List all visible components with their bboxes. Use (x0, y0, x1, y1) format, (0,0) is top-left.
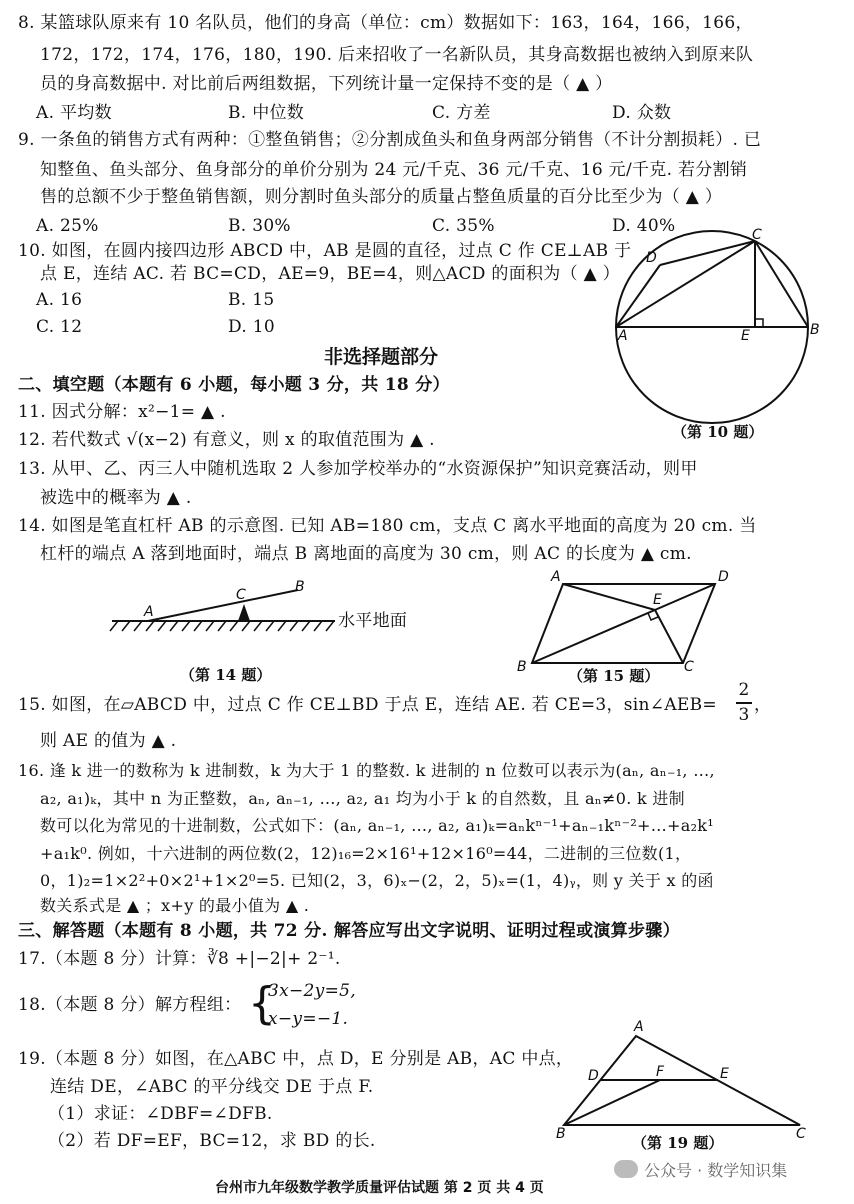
q18-equation-2: x−y=−1. (268, 1009, 349, 1029)
q9-line3: 售的总额不少于整鱼销售额，则分割时鱼头部分的质量占整鱼质量的百分比至少为（ ▲ ） (40, 187, 723, 207)
q19-sub2: （2）若 DF=EF，BC=12，求 BD 的长. (48, 1131, 376, 1151)
q9-option-a: A. 25% (36, 216, 99, 236)
q16-line1: 16. 逢 k 进一的数称为 k 进制数，k 为大于 1 的整数. k 进制的 n 位数可以表示为(aₙ, aₙ₋₁, …, (18, 761, 715, 780)
fig10-dc (660, 241, 755, 265)
fig19-label-a: A (634, 1019, 644, 1035)
q9-option-d: D. 40% (612, 216, 676, 236)
q15-line1-end: ， (754, 695, 772, 715)
fig19-label-c: C (796, 1126, 806, 1142)
q17: 17.（本题 8 分）计算：∛8 +|−2|+ 2⁻¹. (18, 949, 341, 969)
fig10-label-a: A (618, 328, 628, 344)
fig10-right-angle (755, 319, 763, 327)
fig10-cb (755, 241, 808, 327)
fig19-label-d: D (588, 1068, 599, 1084)
fig14-ground-label: 水平地面 (338, 611, 408, 631)
q10-option-a: A. 16 (36, 290, 83, 310)
solve-header: 三、解答题（本题有 8 小题，共 72 分. 解答应写出文字说明、证明过程或演算步骤） (18, 921, 680, 941)
fig15-label-d: D (718, 569, 729, 585)
fig10-label-c: C (752, 227, 762, 243)
fig10-label-b: B (810, 322, 820, 338)
q10-line2: 点 E，连结 AC. 若 BC=CD，AE=9，BE=4，则△ACD 的面积为（ ▲ ） (40, 264, 620, 284)
q19-line2: 连结 DE，∠ABC 的平分线交 DE 于点 F. (50, 1077, 374, 1097)
q10-line1: 10. 如图，在圆内接四边形 ABCD 中，AB 是圆的直径，过点 C 作 CE⊥AB 于 (18, 241, 632, 261)
section-title: 非选择题部分 (324, 346, 439, 368)
q16-line3: 数可以化为常见的十进制数，公式如下：(aₙ, aₙ₋₁, …, a₂, a₁)ₖ=aₙkⁿ⁻¹+aₙ₋₁kⁿ⁻²+…+a₂k¹ (40, 816, 715, 835)
q9-option-c: C. 35% (432, 216, 495, 236)
q16-line2: a₂, a₁)ₖ，其中 n 为正整数，aₙ, aₙ₋₁, …, a₂, a₁ 均为小于 k 的自然数，且 aₙ≠0. k 进制 (40, 789, 685, 808)
q14-line1: 14. 如图是笔直杠杆 AB 的示意图. 已知 AB=180 cm，支点 C 离水平地面的高度为 20 cm. 当 (18, 516, 757, 536)
q18-equation-1: 3x−2y=5, (268, 981, 356, 1001)
fig19-caption: （第 19 题） (632, 1134, 724, 1152)
fig15-label-a: A (551, 569, 561, 585)
fig14-fulcrum (238, 604, 250, 621)
q10-option-b: B. 15 (228, 290, 275, 310)
fill-header: 二、填空题（本题有 6 小题，每小题 3 分，共 18 分） (18, 375, 450, 395)
fig10-label-e: E (741, 328, 750, 344)
fig10-ad (616, 265, 660, 327)
fig15-caption: （第 15 题） (568, 667, 660, 685)
q15-fraction-numerator: 2 (738, 680, 750, 700)
q9-line2: 知整鱼、鱼头部分、鱼身部分的单价分别为 24 元/千克、36 元/千克、16 元/千克. 若分割销 (40, 160, 748, 180)
q16-line6: 数关系式是 ▲ ；x+y 的最小值为 ▲ . (40, 896, 310, 915)
q8-option-d: D. 众数 (612, 103, 672, 123)
fig15-label-b: B (517, 659, 527, 675)
q19-sub1: （1）求证：∠DBF=∠DFB. (48, 1104, 273, 1124)
fig14-lever (148, 590, 298, 621)
q18-lead: 18.（本题 8 分）解方程组： (18, 995, 242, 1015)
q8-line1: 8. 某篮球队原来有 10 名队员，他们的身高（单位：cm）数据如下：163，164，166，166， (18, 13, 753, 33)
fig14-caption: （第 14 题） (180, 666, 272, 684)
fig10-ac (616, 241, 755, 327)
fig19-label-e: E (720, 1066, 729, 1082)
fig15-label-e: E (653, 592, 662, 608)
q14-line2: 杠杆的端点 A 落到地面时，端点 B 离地面的高度为 30 cm，则 AC 的长度为 ▲ cm. (40, 544, 692, 564)
q15-line2: 则 AE 的值为 ▲ . (40, 731, 177, 751)
q8-option-a: A. 平均数 (36, 103, 112, 123)
fig19-label-f: F (656, 1064, 665, 1080)
page-footer: 台州市九年级数学教学质量评估试题 第 2 页 共 4 页 (215, 1180, 544, 1196)
fig15-ce (655, 610, 683, 663)
fig15-label-c: C (684, 659, 694, 675)
fig14-label-a: A (144, 604, 154, 620)
q19-line1: 19.（本题 8 分）如图，在△ABC 中，点 D，E 分别是 AB，AC 中点， (18, 1049, 574, 1069)
fig15-ae (563, 584, 655, 610)
wechat-icon (614, 1160, 638, 1178)
q9-option-b: B. 30% (228, 216, 291, 236)
fig14-label-c: C (236, 587, 246, 603)
q15-fraction-denominator: 3 (738, 705, 750, 725)
q10-option-d: D. 10 (228, 317, 275, 337)
q8-option-b: B. 中位数 (228, 103, 305, 123)
q16-line5: 0，1)₂=1×2²+0×2¹+1×2⁰=5. 已知(2，3，6)ₓ−(2，2，5)ₓ=(1，4)ᵧ，则 y 关于 x 的函 (40, 871, 714, 890)
q9-line1: 9. 一条鱼的销售方式有两种：①整鱼销售；②分割成鱼头和鱼身两部分销售（不计分割损耗）. 已 (18, 130, 762, 150)
fig14-label-b: B (295, 579, 305, 595)
q13-line1: 13. 从甲、乙、丙三人中随机选取 2 人参加学校举办的“水资源保护”知识竞赛活动，则甲 (18, 459, 698, 479)
q8-line3: 员的身高数据中. 对比前后两组数据，下列统计量一定保持不变的是（ ▲ ） (40, 74, 613, 94)
fig14-hatching (110, 621, 334, 631)
q10-option-c: C. 12 (36, 317, 83, 337)
q16-line4: +a₁k⁰. 例如，十六进制的两位数(2，12)₁₆=2×16¹+12×16⁰=44，二进制的三位数(1， (40, 844, 692, 863)
q8-line2: 172，172，174，176，180，190. 后来招收了一名新队员，其身高数据也被纳入到原来队 (40, 45, 754, 65)
fig10-label-d: D (646, 250, 657, 266)
fig19-bisector-bf (564, 1080, 660, 1125)
q13-line2: 被选中的概率为 ▲ . (40, 488, 192, 508)
watermark: 公众号 · 数学知识集 (644, 1161, 788, 1180)
q12: 12. 若代数式 √(x−2) 有意义，则 x 的取值范围为 ▲ . (18, 430, 435, 450)
q15-fraction-bar (736, 702, 752, 704)
q11: 11. 因式分解：x²−1= ▲ . (18, 402, 226, 422)
q18-brace: { (248, 978, 276, 1029)
q15-line1: 15. 如图，在▱ABCD 中，过点 C 作 CE⊥BD 于点 E，连结 AE. 若 CE=3，sin∠AEB= (18, 695, 717, 715)
fig10-caption: （第 10 题） (672, 423, 764, 441)
fig19-label-b: B (556, 1126, 566, 1142)
q8-option-c: C. 方差 (432, 103, 491, 123)
